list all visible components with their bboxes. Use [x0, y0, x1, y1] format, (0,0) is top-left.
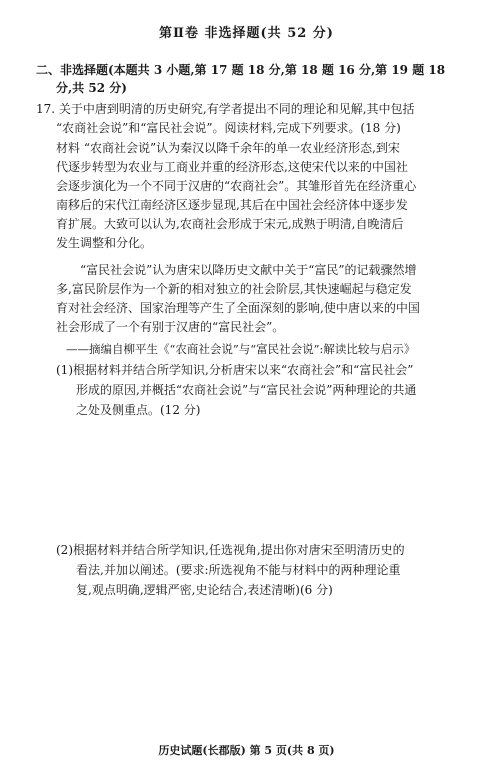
sub-question-2-line-2: 看法,并加以阐述。(要求:所选视角不能与材料中的两种理论重: [76, 563, 401, 577]
material-p2-line-1: “富民社会说”认为唐宋以降历史文献中关于“富民”的记载骤然增: [80, 263, 417, 277]
part-header-line-2: 分,共 52 分): [56, 81, 127, 95]
material-p2-line-4: 社会形成了一个有别于汉唐的“富民社会”。: [56, 320, 285, 334]
part-header-line-1: 二、非选择题(本题共 3 小题,第 17 题 18 分,第 18 题 16 分,第 19 题 18: [36, 63, 446, 77]
page-footer: 历史试题(长郡版) 第 5 页(共 8 页): [158, 744, 335, 757]
q17-intro-line-1: 17. 关于中唐到明清的历史研究,有学者提出不同的理论和见解,其中包括: [36, 102, 415, 116]
material-p1-line-1: 材料 “农商社会说”认为秦汉以降千余年的单一农业经济形态,到宋: [56, 141, 400, 155]
material-p1-line-5: 育扩展。大致可以认为,农商社会形成于宋元,成熟于明清,自晚清后: [56, 217, 404, 231]
material-p2-line-3: 育对社会经济、国家治理等产生了全面深刻的影响,使中唐以来的中国: [56, 301, 420, 315]
section-title: 第Ⅱ卷 非选择题(共 52 分): [159, 26, 334, 41]
material-source: ——摘编自柳平生《“农商社会说”与“富民社会说”:解读比较与启示》: [66, 342, 416, 356]
sub-question-2-line-1: (2)根据材料并结合所学知识,任选视角,提出你对唐宋至明清历史的: [56, 543, 405, 557]
material-p1-line-6: 发生调整和分化。: [56, 236, 153, 250]
material-p1-line-2: 代逐步转型为农业与工商业并重的经济形态,这使宋代以来的中国社: [56, 160, 408, 174]
sub-question-1-line-3: 之处及侧重点。(12 分): [76, 403, 201, 417]
material-p2-line-2: 多,富民阶层作为一个新的相对独立的社会阶层,其快速崛起与稳定发: [56, 282, 412, 296]
sub-question-1-line-2: 形成的原因,并概括“农商社会说”与“富民社会说”两种理论的共通: [76, 383, 417, 397]
sub-question-2-line-3: 复,观点明确,逻辑严密,史论结合,表述清晰)(6 分): [76, 583, 333, 597]
q17-intro-line-2: “农商社会说”和“富民社会说”。阅读材料,完成下列要求。(18 分): [56, 121, 401, 135]
sub-question-1-line-1: (1)根据材料并结合所学知识,分析唐宋以来“农商社会”和“富民社会”: [56, 363, 414, 377]
material-p1-line-3: 会逐步演化为一个不同于汉唐的“农商社会”。其雏形首先在经济重心: [56, 179, 417, 193]
material-p1-line-4: 南移后的宋代江南经济区逐步显现,其后在中国社会经济体中逐步发: [56, 198, 408, 212]
